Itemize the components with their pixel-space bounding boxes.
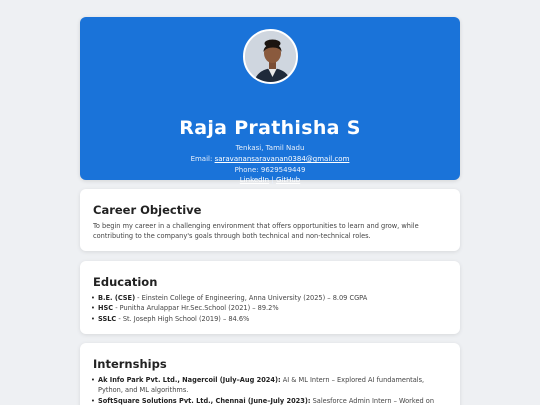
internship-item: • Ak Info Park Pvt. Ltd., Nagercoil (July–Aug 2024): AI & ML Intern – Explored AI fundamentals, Python, and ML algorithms.	[93, 375, 447, 396]
linkedin-link[interactable]: LinkedIn	[239, 176, 270, 184]
profile-photo	[243, 29, 298, 84]
location-text: Tenkasi, Tamil Nadu	[235, 144, 305, 152]
education-heading: Education	[93, 275, 158, 289]
profile-name: Raja Prathisha S	[179, 117, 361, 139]
career-objective-heading: Career Objective	[93, 203, 202, 217]
email-line	[80, 155, 460, 163]
profile-header	[80, 17, 460, 184]
phone-line	[80, 166, 460, 174]
education-item: • HSC - Punitha Arulappar Hr.Sec.School (2021) – 89.2%	[93, 303, 447, 313]
career-objective-text: To begin my career in a challenging environment that offers opportunities to learn and grow, while contributing to the company's goals through both technical and non-technical roles.	[93, 222, 419, 240]
education-card	[80, 261, 460, 334]
email-link[interactable]: saravanansaravanan0384@gmail.com	[214, 155, 350, 163]
internships-card	[80, 343, 460, 405]
person-photo-icon	[245, 31, 298, 84]
internships-list	[93, 375, 447, 405]
phone-label: Phone:	[234, 166, 259, 174]
phone-number: 9629549449	[260, 166, 306, 174]
github-link[interactable]: GitHub	[275, 176, 301, 184]
social-links	[80, 176, 460, 184]
career-objective-card	[80, 189, 460, 251]
education-item: • B.E. (CSE) - Einstein College of Engineering, Anna University (2025) – 8.09 CGPA	[93, 293, 447, 303]
email-label: Email:	[190, 155, 213, 163]
internship-item: • SoftSquare Solutions Pvt. Ltd., Chennai (June–July 2023): Salesforce Admin Intern – Worked on	[93, 396, 447, 405]
education-list	[93, 293, 447, 324]
link-separator: |	[271, 176, 274, 184]
education-item: • SSLC - St. Joseph High School (2019) – 84.6%	[93, 314, 447, 324]
internships-heading: Internships	[93, 357, 167, 371]
